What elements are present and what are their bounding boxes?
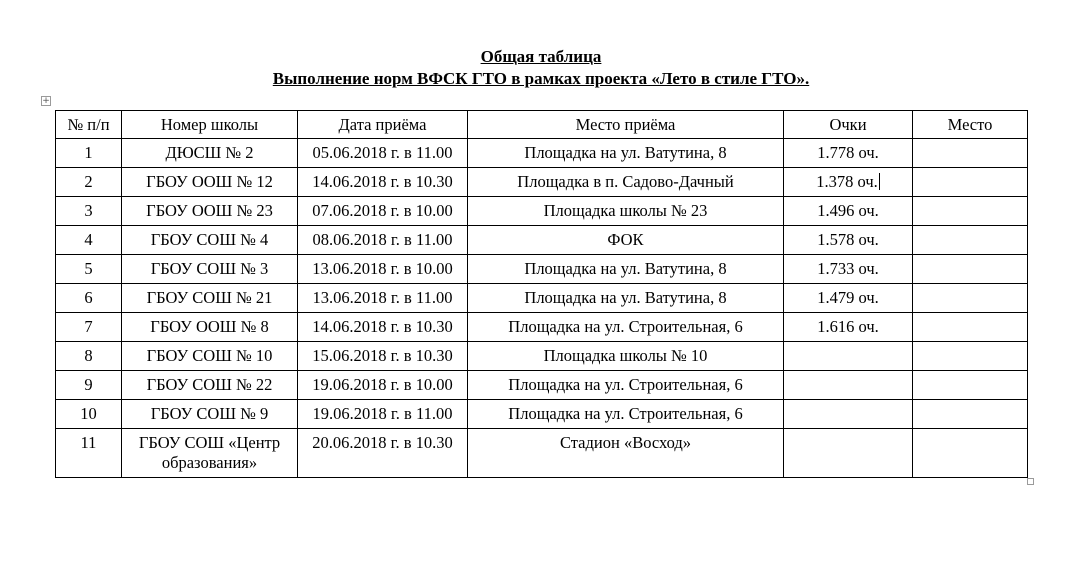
cell-date[interactable]: 15.06.2018 г. в 10.30 — [298, 342, 468, 371]
cell-place[interactable]: Площадка на ул. Ватутина, 8 — [468, 255, 784, 284]
cell-num[interactable]: 4 — [56, 226, 122, 255]
table-row — [56, 284, 1028, 313]
cell-points[interactable]: 1.778 оч. — [784, 139, 913, 168]
cell-points[interactable] — [784, 371, 913, 400]
table-row — [56, 197, 1028, 226]
cell-num[interactable]: 7 — [56, 313, 122, 342]
cell-date[interactable]: 08.06.2018 г. в 11.00 — [298, 226, 468, 255]
resize-handle-icon[interactable] — [1027, 478, 1034, 485]
cell-place[interactable]: Площадка на ул. Строительная, 6 — [468, 400, 784, 429]
cell-num[interactable]: 10 — [56, 400, 122, 429]
cell-school[interactable]: ГБОУ СОШ № 22 — [122, 371, 298, 400]
document-title: Общая таблица — [480, 47, 602, 66]
cell-place[interactable]: Площадка школы № 10 — [468, 342, 784, 371]
table-row — [56, 400, 1028, 429]
cell-rank[interactable] — [913, 342, 1028, 371]
cell-school[interactable]: ДЮСШ № 2 — [122, 139, 298, 168]
results-table — [55, 110, 1028, 478]
table-row — [56, 255, 1028, 284]
cell-rank[interactable] — [913, 284, 1028, 313]
document-subtitle: Выполнение норм ВФСК ГТО в рамках проекта «Лето в стиле ГТО». — [272, 69, 810, 88]
table-row — [56, 313, 1028, 342]
header-school[interactable]: Номер школы — [122, 111, 298, 139]
cell-num[interactable]: 9 — [56, 371, 122, 400]
cell-date[interactable]: 13.06.2018 г. в 10.00 — [298, 255, 468, 284]
cell-points[interactable] — [784, 168, 913, 197]
cell-place[interactable]: Стадион «Восход» — [468, 429, 784, 478]
table-row — [56, 226, 1028, 255]
table-row — [56, 371, 1028, 400]
move-handle-icon[interactable]: + — [42, 96, 50, 106]
header-place[interactable]: Место приёма — [468, 111, 784, 139]
table-header-row — [56, 111, 1028, 139]
text-cursor — [879, 173, 880, 190]
cell-place[interactable]: Площадка в п. Садово-Дачный — [468, 168, 784, 197]
cell-date[interactable]: 05.06.2018 г. в 11.00 — [298, 139, 468, 168]
cell-school[interactable]: ГБОУ СОШ № 9 — [122, 400, 298, 429]
table-row — [56, 342, 1028, 371]
cell-points[interactable]: 1.733 оч. — [784, 255, 913, 284]
cell-num[interactable]: 1 — [56, 139, 122, 168]
cell-rank[interactable] — [913, 429, 1028, 478]
cell-num[interactable]: 2 — [56, 168, 122, 197]
cell-school[interactable]: ГБОУ ООШ № 8 — [122, 313, 298, 342]
cell-num[interactable]: 11 — [56, 429, 122, 478]
cell-school[interactable]: ГБОУ СОШ № 4 — [122, 226, 298, 255]
cell-date[interactable]: 14.06.2018 г. в 10.30 — [298, 168, 468, 197]
cell-school[interactable]: ГБОУ ООШ № 12 — [122, 168, 298, 197]
cell-num[interactable]: 8 — [56, 342, 122, 371]
cell-num[interactable]: 6 — [56, 284, 122, 313]
header-num[interactable]: № п/п — [56, 111, 122, 139]
cell-rank[interactable] — [913, 168, 1028, 197]
cell-place[interactable]: Площадка на ул. Ватутина, 8 — [468, 284, 784, 313]
cell-date[interactable]: 20.06.2018 г. в 10.30 — [298, 429, 468, 478]
cell-date[interactable]: 19.06.2018 г. в 10.00 — [298, 371, 468, 400]
cell-points-text: 1.378 оч. — [816, 172, 878, 191]
cell-rank[interactable] — [913, 313, 1028, 342]
cell-rank[interactable] — [913, 197, 1028, 226]
cell-date[interactable]: 13.06.2018 г. в 11.00 — [298, 284, 468, 313]
cell-points[interactable]: 1.496 оч. — [784, 197, 913, 226]
table-row — [56, 168, 1028, 197]
cell-place[interactable]: Площадка на ул. Строительная, 6 — [468, 313, 784, 342]
table-row — [56, 139, 1028, 168]
cell-num[interactable]: 5 — [56, 255, 122, 284]
cell-points[interactable] — [784, 429, 913, 478]
cell-school[interactable]: ГБОУ ООШ № 23 — [122, 197, 298, 226]
cell-place[interactable]: Площадка на ул. Строительная, 6 — [468, 371, 784, 400]
cell-rank[interactable] — [913, 226, 1028, 255]
cell-school[interactable]: ГБОУ СОШ № 10 — [122, 342, 298, 371]
cell-rank[interactable] — [913, 371, 1028, 400]
cell-date[interactable]: 07.06.2018 г. в 10.00 — [298, 197, 468, 226]
cell-school[interactable]: ГБОУ СОШ «Центр образования» — [122, 429, 298, 478]
table-row — [56, 429, 1028, 478]
cell-school[interactable]: ГБОУ СОШ № 3 — [122, 255, 298, 284]
cell-rank[interactable] — [913, 255, 1028, 284]
header-rank[interactable]: Место — [913, 111, 1028, 139]
cell-rank[interactable] — [913, 400, 1028, 429]
cell-points[interactable] — [784, 342, 913, 371]
cell-school[interactable]: ГБОУ СОШ № 21 — [122, 284, 298, 313]
header-points[interactable]: Очки — [784, 111, 913, 139]
cell-date[interactable]: 14.06.2018 г. в 10.30 — [298, 313, 468, 342]
cell-num[interactable]: 3 — [56, 197, 122, 226]
cell-rank[interactable] — [913, 139, 1028, 168]
cell-date[interactable]: 19.06.2018 г. в 11.00 — [298, 400, 468, 429]
cell-place[interactable]: ФОК — [468, 226, 784, 255]
cell-points[interactable]: 1.616 оч. — [784, 313, 913, 342]
cell-place[interactable]: Площадка школы № 23 — [468, 197, 784, 226]
cell-points[interactable]: 1.578 оч. — [784, 226, 913, 255]
cell-place[interactable]: Площадка на ул. Ватутина, 8 — [468, 139, 784, 168]
cell-points[interactable]: 1.479 оч. — [784, 284, 913, 313]
cell-points[interactable] — [784, 400, 913, 429]
header-date[interactable]: Дата приёма — [298, 111, 468, 139]
